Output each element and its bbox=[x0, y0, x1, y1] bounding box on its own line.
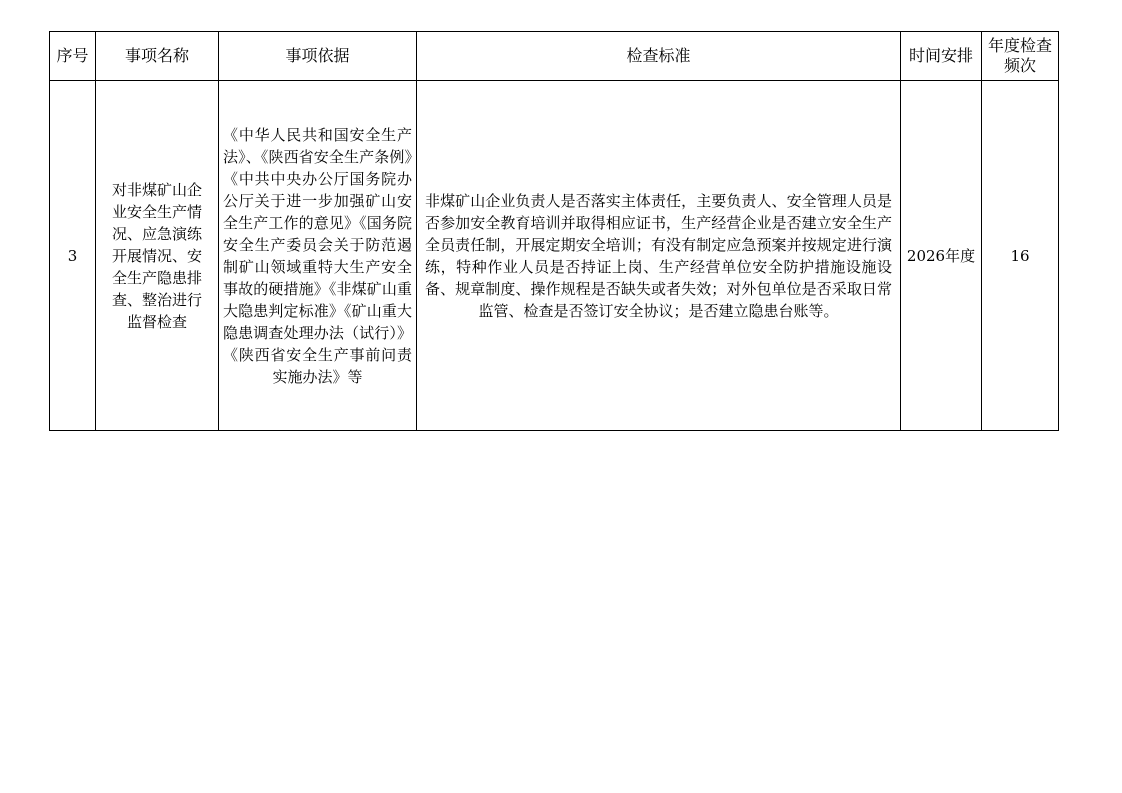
header-item-basis: 事项依据 bbox=[219, 32, 417, 81]
cell-item-name-wrapper bbox=[96, 81, 219, 431]
cell-seq: 3 bbox=[50, 81, 96, 431]
cell-annual-frequency: 16 bbox=[982, 81, 1059, 431]
cell-item-basis-wrapper bbox=[219, 81, 417, 431]
header-time-schedule: 时间安排 bbox=[901, 32, 982, 81]
table-header-row bbox=[50, 32, 1059, 81]
inspection-table bbox=[49, 31, 1059, 431]
cell-item-basis: 《中华人民共和国安全生产法》、《陕西省安全生产条例》《中共中央办公厅国务院办公厅关于进一步加强矿山安全生产工作的意见》《国务院安全生产委员会关于防范遏制矿山领域重特大生产安全事故的硬措施》《非煤矿山重大隐患判定标准》《矿山重大隐患调查处理办法（试行）》《陕西省安全生产事前问责实施办法》等 bbox=[223, 125, 412, 386]
header-item-name: 事项名称 bbox=[96, 32, 219, 81]
cell-inspection-standard: 非煤矿山企业负责人是否落实主体责任，主要负责人、安全管理人员是否参加安全教育培训并取得相应证书，生产经营企业是否建立安全生产全员责任制，开展定期安全培训；有没有制定应急预案并按规定进行演练，特种作业人员是否持证上岗、生产经营单位安全防护措施设施设备、规章制度、操作规程是否缺失或者失效；对外包单位是否采取日常监管、检查是否签订安全协议；是否建立隐患台账等。 bbox=[425, 191, 892, 320]
header-annual-frequency-label: 年度检查频次 bbox=[987, 36, 1052, 75]
cell-time-schedule: 2026年度 bbox=[906, 246, 976, 265]
header-seq: 序号 bbox=[50, 32, 96, 81]
table-row bbox=[50, 81, 1059, 431]
header-annual-frequency bbox=[982, 32, 1059, 81]
cell-item-name: 对非煤矿山企业安全生产情况、应急演练开展情况、安全生产隐患排查、整治进行监督检查 bbox=[111, 180, 202, 331]
header-inspection-standard: 检查标准 bbox=[417, 32, 901, 81]
cell-inspection-standard-wrapper bbox=[417, 81, 901, 431]
cell-time-schedule-wrapper bbox=[901, 81, 982, 431]
